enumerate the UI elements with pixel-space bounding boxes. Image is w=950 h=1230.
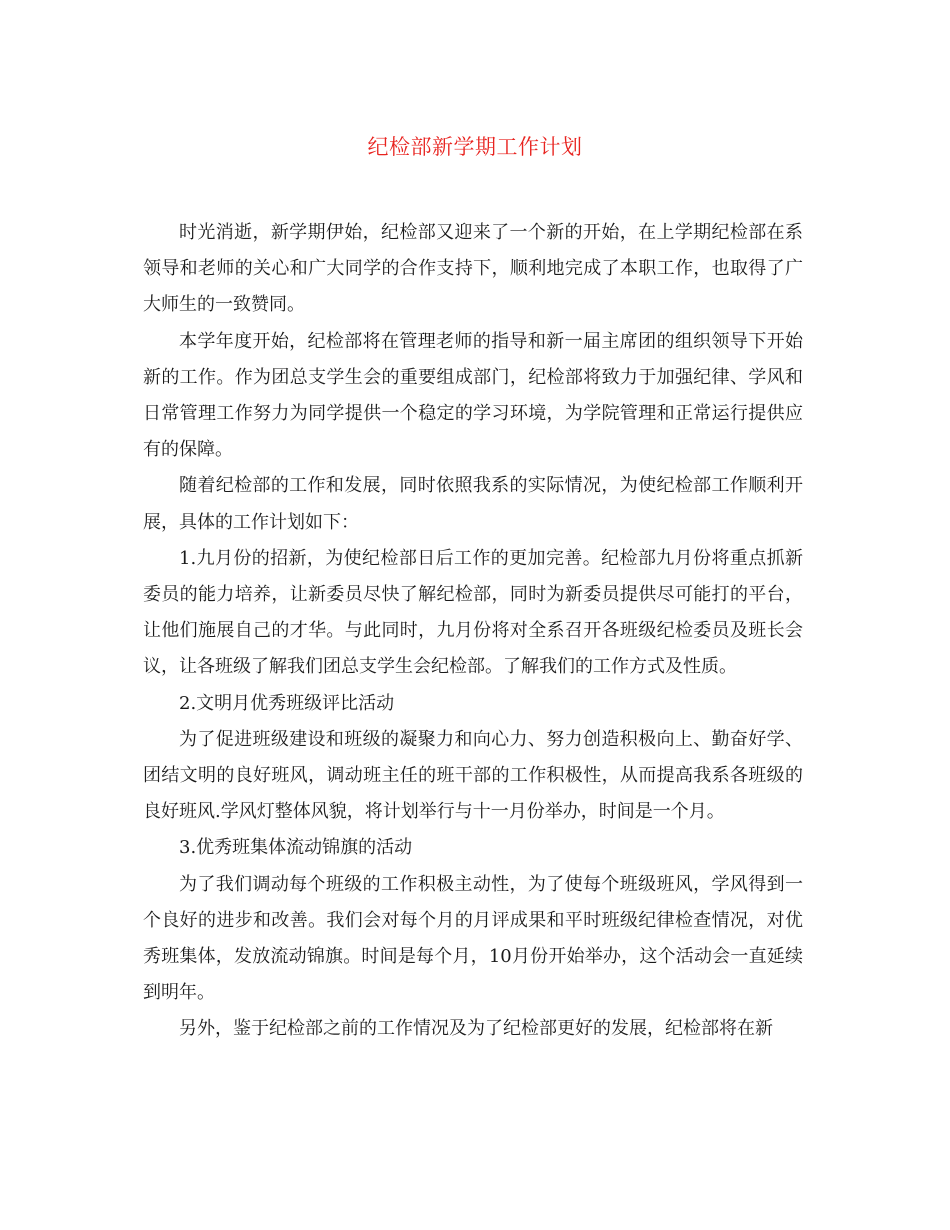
- paragraph-item-2-body: 为了促进班级建设和班级的凝聚力和向心力、努力创造积极向上、勤奋好学、团结文明的良好班风，调动班主任的班干部的工作积极性，从而提高我系各班级的良好班风.学风灯整体风貌，将计划举行与十一月份举办，时间是一个月。: [143, 728, 803, 823]
- paragraph-item-2-heading: 2.文明月优秀班级评比活动: [179, 692, 395, 714]
- paragraph-item-1: 1.九月份的招新，为使纪检部日后工作的更加完善。纪检部九月份将重点抓新委员的能力培养，让新委员尽快了解纪检部，同时为新委员提供尽可能打的平台，让他们施展自己的才华。与此同时，九月份将对全系召开各班级纪检委员及班长会议，让各班级了解我们团总支学生会纪检部。了解我们的工作方式及性质。: [143, 547, 803, 678]
- paragraph-intro: 时光消逝，新学期伊始，纪检部又迎来了一个新的开始，在上学期纪检部在系领导和老师的关心和广大同学的合作支持下，顺利地完成了本职工作，也取得了广大师生的一致赞同。: [143, 222, 803, 316]
- document-body: [143, 215, 803, 1048]
- paragraph-plan-intro: 随着纪检部的工作和发展，同时依照我系的实际情况，为使纪检部工作顺利开展，具体的工作计划如下：: [143, 475, 803, 533]
- paragraph-item-3-heading: 3.优秀班集体流动锦旗的活动: [179, 837, 413, 859]
- document-title: 纪检部新学期工作计划: [367, 135, 583, 159]
- paragraph-additional: 另外，鉴于纪检部之前的工作情况及为了纪检部更好的发展，纪检部将在新: [179, 1018, 773, 1040]
- paragraph-new-year: 本学年度开始，纪检部将在管理老师的指导和新一届主席团的组织领导下开始新的工作。作为团总支学生会的重要组成部门，纪检部将致力于加强纪律、学风和日常管理工作努力为同学提供一个稳定的学习环境，为学院管理和正常运行提供应有的保障。: [143, 330, 803, 461]
- paragraph-item-3-body: 为了我们调动每个班级的工作积极主动性，为了使每个班级班风，学风得到一个良好的进步和改善。我们会对每个月的月评成果和平时班级纪律检查情况，对优秀班集体，发放流动锦旗。时间是每个月，10月份开始举办，这个活动会一直延续到明年。: [143, 873, 803, 1004]
